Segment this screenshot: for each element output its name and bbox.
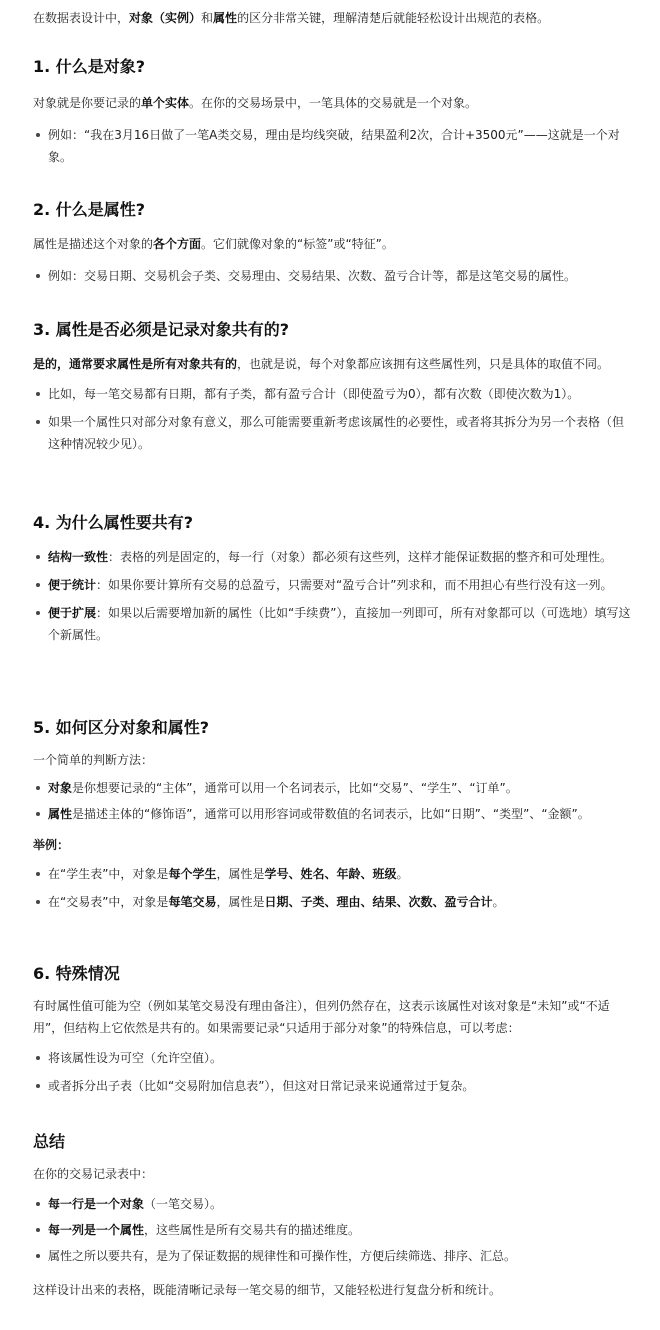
bullet-icon xyxy=(36,786,40,790)
list-item: 在“学生表”中，对象是每个学生，属性是学号、姓名、年龄、班级。 xyxy=(33,863,633,885)
section-2 xyxy=(33,199,633,287)
list-item: 属性之所以要共有，是为了保证数据的规律性和可操作性，方便后续筛选、排序、汇总。 xyxy=(33,1245,633,1267)
bullet-icon xyxy=(36,1202,40,1206)
section-2-paragraph: 属性是描述这个对象的各个方面。它们就像对象的“标签”或“特征”。 xyxy=(33,237,394,251)
bullet-icon xyxy=(36,1228,40,1232)
section-3 xyxy=(33,319,633,455)
list-item: 或者拆分出子表（比如“交易附加信息表”），但这对日常记录来说通常过于复杂。 xyxy=(33,1075,633,1097)
list-item: 将该属性设为可空（允许空值）。 xyxy=(33,1047,633,1069)
section-6-list xyxy=(33,1047,633,1097)
list-item: 便于扩展：如果以后需要增加新的属性（比如“手续费”），直接加一列即可，所有对象都可以（可选地）填写这个新属性。 xyxy=(33,602,633,646)
list-item: 对象是你想要记录的“主体”，通常可以用一个名词表示，比如“交易”、“学生”、“订单”。 xyxy=(33,777,633,799)
section-2-heading: 2. 什么是属性? xyxy=(33,200,146,219)
example-label: 举例： xyxy=(33,838,70,852)
section-2-list xyxy=(33,265,633,287)
summary-paragraph: 在你的交易记录表中： xyxy=(33,1167,154,1181)
bullet-icon xyxy=(36,900,40,904)
section-5-paragraph: 一个简单的判断方法： xyxy=(33,753,154,767)
bullet-icon xyxy=(36,1084,40,1088)
section-1-paragraph: 对象就是你要记录的单个实体。在你的交易场景中，一笔具体的交易就是一个对象。 xyxy=(33,96,478,110)
bullet-icon xyxy=(36,583,40,587)
list-item: 如果一个属性只对部分对象有意义，那么可能需要重新考虑该属性的必要性，或者将其拆分为另一个表格（但这种情况较少见）。 xyxy=(33,411,633,455)
section-5-heading: 5. 如何区分对象和属性? xyxy=(33,718,210,737)
summary-heading: 总结 xyxy=(33,1132,66,1151)
section-4-list xyxy=(33,546,633,646)
bullet-icon xyxy=(36,1254,40,1258)
section-1 xyxy=(33,56,633,168)
section-5 xyxy=(33,717,633,913)
bullet-icon xyxy=(36,392,40,396)
section-1-heading: 1. 什么是对象? xyxy=(33,57,146,76)
closing-paragraph: 这样设计出来的表格，既能清晰记录每一笔交易的细节，又能轻松进行复盘分析和统计。 xyxy=(33,1283,502,1297)
example-list xyxy=(33,863,633,913)
bullet-icon xyxy=(36,420,40,424)
bullet-icon xyxy=(36,555,40,559)
list-item: 例如：交易日期、交易机会子类、交易理由、交易结果、次数、盈亏合计等，都是这笔交易的属性。 xyxy=(33,265,633,287)
section-6-heading: 6. 特殊情况 xyxy=(33,964,120,983)
list-item: 每一行是一个对象（一笔交易）。 xyxy=(33,1193,633,1215)
list-item: 结构一致性：表格的列是固定的，每一行（对象）都必须有这些列，这样才能保证数据的整齐和可处理性。 xyxy=(33,546,633,568)
bullet-icon xyxy=(36,274,40,278)
list-item: 便于统计：如果你要计算所有交易的总盈亏，只需要对“盈亏合计”列求和，而不用担心有些行没有这一列。 xyxy=(33,574,633,596)
section-5-list xyxy=(33,777,633,825)
section-6-paragraph: 有时属性值可能为空（例如某笔交易没有理由备注），但列仍然存在，这表示该属性对该对象是“未知”或“不适用”，但结构上它依然是共有的。如果需要记录“只适用于部分对象”的特殊信息，可以考虑： xyxy=(33,999,610,1035)
list-item: 属性是描述主体的“修饰语”，通常可以用形容词或带数值的名词表示，比如“日期”、“类型”、“金额”。 xyxy=(33,803,633,825)
section-4-heading: 4. 为什么属性要共有? xyxy=(33,513,194,532)
section-6 xyxy=(33,963,633,1097)
section-4 xyxy=(33,512,633,646)
bullet-icon xyxy=(36,1056,40,1060)
bullet-icon xyxy=(36,133,40,137)
intro-paragraph: 在数据表设计中，对象（实例）和属性的区分非常关键，理解清楚后就能轻松设计出规范的表格。 xyxy=(33,11,550,25)
section-3-list xyxy=(33,383,633,455)
list-item: 比如，每一笔交易都有日期，都有子类，都有盈亏合计（即使盈亏为0），都有次数（即使次数为1）。 xyxy=(33,383,633,405)
list-item: 例如：“我在3月16日做了一笔A类交易，理由是均线突破，结果盈利2次，合计+3500元”——这就是一个对象。 xyxy=(33,124,633,168)
bullet-icon xyxy=(36,812,40,816)
section-1-list xyxy=(33,124,633,168)
summary-section xyxy=(33,1131,633,1301)
section-3-heading: 3. 属性是否必须是记录对象共有的? xyxy=(33,320,290,339)
section-3-paragraph: 是的，通常要求属性是所有对象共有的，也就是说，每个对象都应该拥有这些属性列，只是具体的取值不同。 xyxy=(33,357,610,371)
list-item: 在“交易表”中，对象是每笔交易，属性是日期、子类、理由、结果、次数、盈亏合计。 xyxy=(33,891,633,913)
summary-list xyxy=(33,1193,633,1267)
list-item: 每一列是一个属性，这些属性是所有交易共有的描述维度。 xyxy=(33,1219,633,1241)
bullet-icon xyxy=(36,872,40,876)
bullet-icon xyxy=(36,611,40,615)
